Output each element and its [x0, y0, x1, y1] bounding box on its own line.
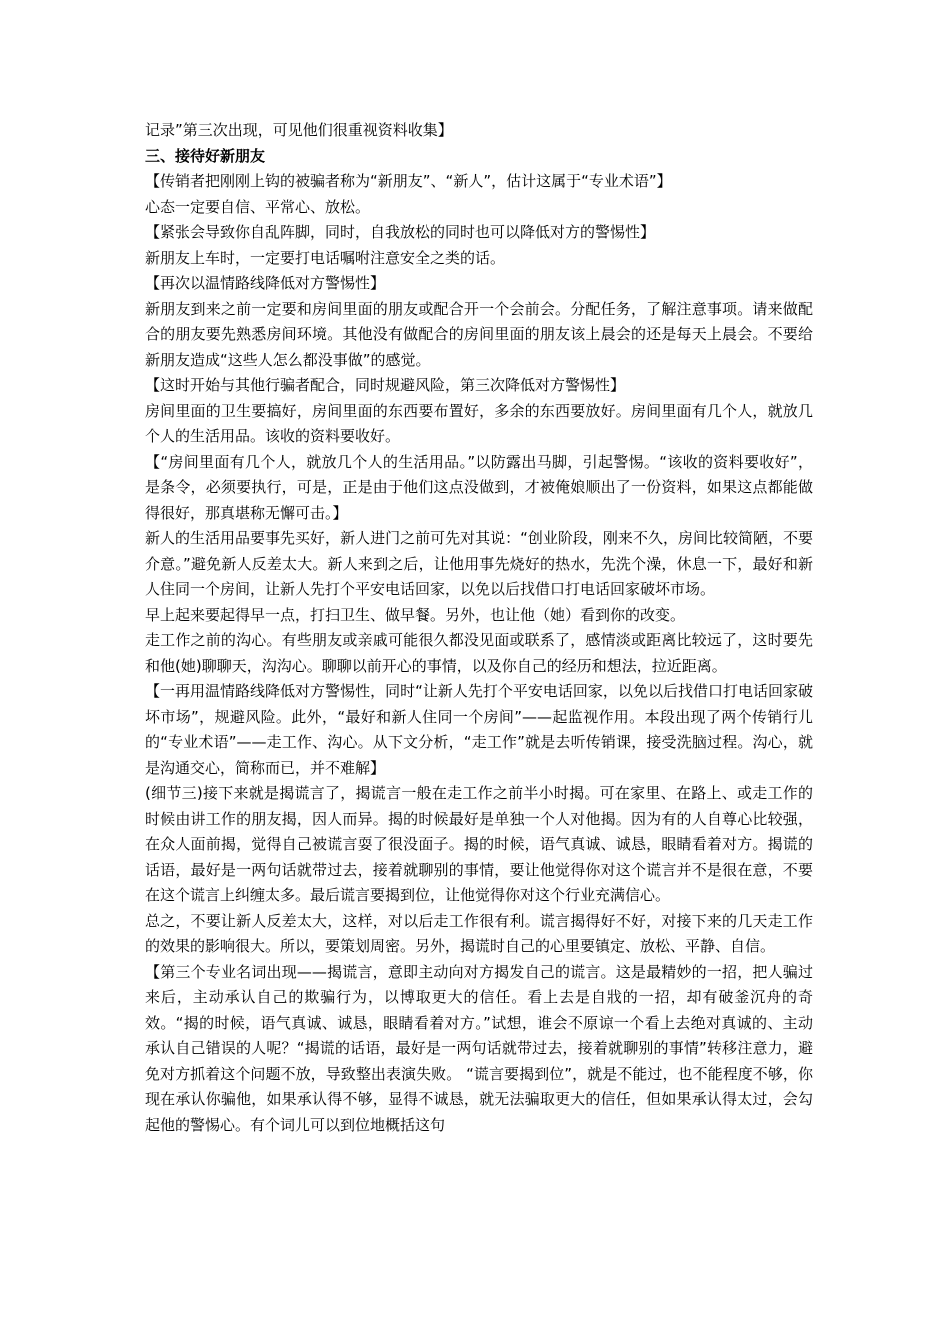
annotation-paragraph: 【紧张会导致你自乱阵脚，同时，自我放松的同时也可以降低对方的警惕性】	[145, 223, 656, 241]
annotation-paragraph: 【“房间里面有几个人，就放几个人的生活用品。”以防露出马脚，引起警惕。“该收的资料要收好”，是条令，必须要执行，可是，正是由于他们这点没做到，才被俺娘顺出了一份资料，如果这点都能做得很好，那真堪称无懈可击。】	[145, 452, 813, 522]
body-paragraph: 走工作之前的沟心。有些朋友或亲戚可能很久都没见面或联系了，感情淡或距离比较远了，这时要先和他(她)聊聊天，沟沟心。聊聊以前开心的事情，以及你自己的经历和想法，拉近距离。	[145, 631, 813, 675]
body-paragraph: 新朋友到来之前一定要和房间里面的朋友或配合开一个会前会。分配任务，了解注意事项。请来做配合的朋友要先熟悉房间环境。其他没有做配合的房间里面的朋友该上晨会的还是每天上晨会。不要给新朋友造成“这些人怎么都没事做”的感觉。	[145, 299, 813, 369]
paragraph-intro-continuation: 记录”第三次出现，可见他们很重视资料收集】	[145, 121, 453, 139]
body-paragraph: 早上起来要起得早一点，打扫卫生、做早餐。另外，也让他（她）看到你的改变。	[145, 605, 686, 624]
body-paragraph: 房间里面的卫生要搞好，房间里面的东西要布置好，多余的东西要放好。房间里面有几个人，就放几个人的生活用品。该收的资料要收好。	[145, 401, 813, 445]
body-paragraph: (细节三)接下来就是揭谎言了，揭谎言一般在走工作之前半小时揭。可在家里、在路上、或走工作的时候由讲工作的朋友揭，因人而异。揭的时候最好是单独一个人对他揭。因为有的人自尊心比较强，在众人面前揭，觉得自己被谎言耍了很没面子。揭的时候，语气真诚、诚恳，眼睛看着对方。揭谎的话语，最好是一两句话就带过去，接着就聊别的事情，要让他觉得你对这个谎言并不是很在意，不要在这个谎言上纠缠太多。最后谎言要揭到位，让他觉得你对这个行业充满信心。	[145, 784, 813, 904]
document-body	[145, 118, 813, 1138]
body-paragraph: 新人的生活用品要事先买好，新人进门之前可先对其说：“创业阶段，刚来不久，房间比较简陋，不要介意。”避免新人反差太大。新人来到之后，让他用事先烧好的热水，先洗个澡，休息一下，最好和新人住同一个房间，让新人先打个平安电话回家，以免以后找借口打电话回家破坏市场。	[145, 529, 813, 598]
body-paragraph: 新朋友上车时，一定要打电话嘱咐注意安全之类的话。	[145, 248, 506, 267]
body-paragraph: 心态一定要自信、平常心、放松。	[145, 197, 371, 216]
annotation-paragraph: 【这时开始与其他行骗者配合，同时规避风险，第三次降低对方警惕性】	[145, 376, 626, 394]
annotation-paragraph: 【一再用温情路线降低对方警惕性，同时“让新人先打个平安电话回家，以免以后找借口打电话回家破坏市场”，规避风险。此外，“最好和新人住同一个房间”——起监视作用。本段出现了两个传销行儿的“专业术语”——走工作、沟心。从下文分析，“走工作”就是去听传销课，接受洗脑过程。沟心，就是沟通交心，简称而已，并不难解】	[145, 682, 813, 777]
section-heading: 三、接待好新朋友	[145, 146, 266, 165]
annotation-paragraph: 【传销者把刚刚上钩的被骗者称为“新朋友”、“新人”，估计这属于“专业术语”】	[145, 172, 672, 190]
annotation-paragraph: 【第三个专业名词出现——揭谎言，意即主动向对方揭发自己的谎言。这是最精妙的一招，把人骗过来后，主动承认自己的欺骗行为，以博取更大的信任。看上去是自戕的一招，却有破釜沉舟的奇效。“揭的时候，语气真诚、诚恳，眼睛看着对方。”试想，谁会不原谅一个看上去绝对真诚的、主动承认自己错误的人呢？“揭谎的话语，最好是一两句话就带过去，接着就聊别的事情”转移注意力，避免对方抓着这个问题不放，导致整出表演失败。 “谎言要揭到位”，就是不能过，也不能程度不够，你现在承认你骗他，如果承认得不够，显得不诚恳，就无法骗取更大的信任，但如果承认得太过，会勾起他的警惕心。有个词儿可以到位地概括这句	[145, 962, 813, 1134]
body-paragraph: 总之，不要让新人反差太大，这样，对以后走工作很有利。谎言揭得好不好，对接下来的几天走工作的效果的影响很大。所以，要策划周密。另外，揭谎时自己的心里要镇定、放松、平静、自信。	[145, 911, 813, 955]
annotation-paragraph: 【再次以温情路线降低对方警惕性】	[145, 274, 386, 292]
